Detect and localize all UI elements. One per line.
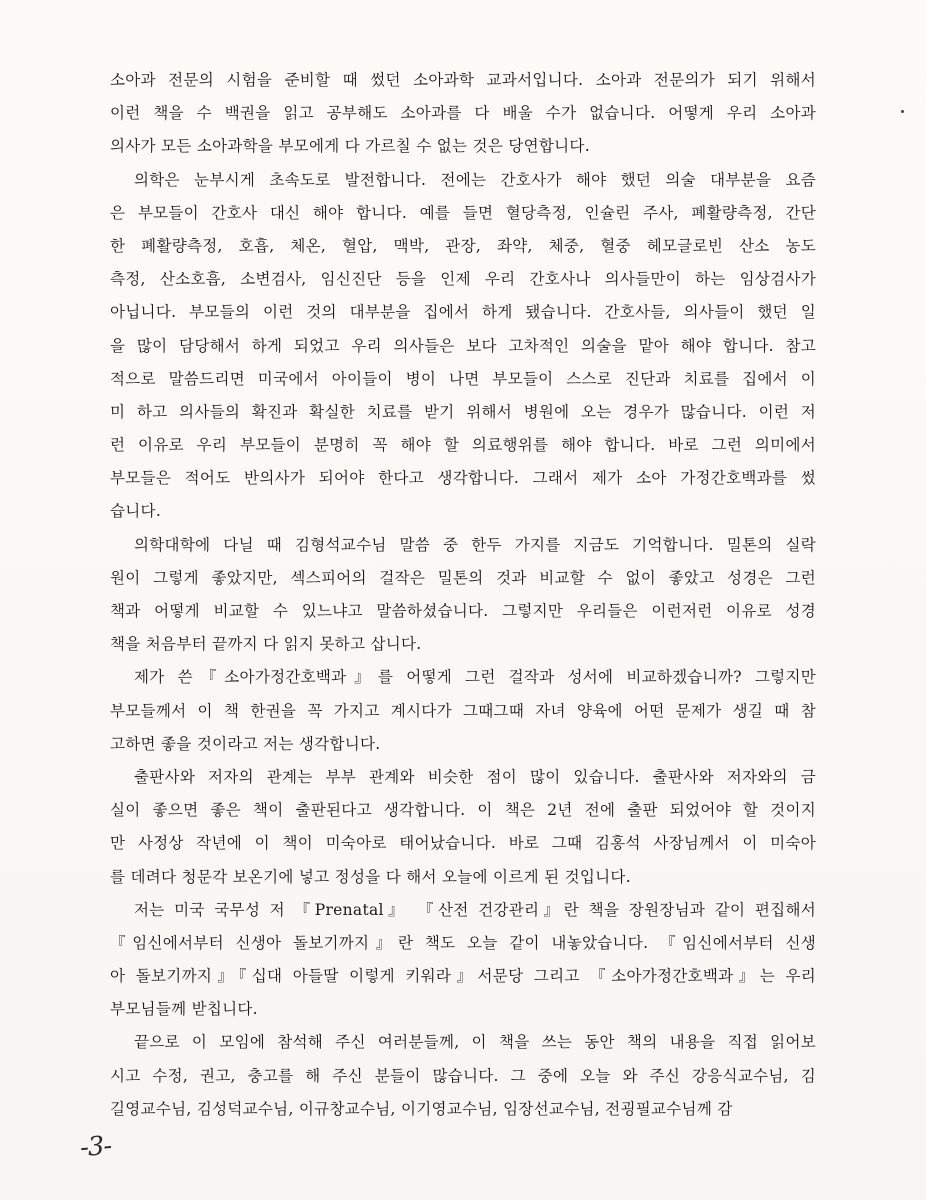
text-line: 적으로 말씀드리면 미국에서 아이들이 병이 나면 부모들이 스스로 진단과 치료를 집에서 이 xyxy=(110,369,816,388)
text-line: 출판사와 저자의 관계는 부부 관계와 비슷한 점이 많이 있습니다. 출판사와 저자와의 금 xyxy=(134,767,816,786)
text-line: 런 이유로 우리 부모들이 분명히 꼭 해야 할 의료행위를 해야 합니다. 바로 그런 의미에서 xyxy=(110,436,816,455)
body-text xyxy=(110,64,816,1126)
paragraph xyxy=(110,64,816,164)
text-line: 한 폐활량측정, 호흡, 체온, 혈압, 맥박, 관장, 좌약, 체중, 혈중 헤모글로빈 산소 농도 xyxy=(110,236,816,255)
text-line: 시고 수정, 권고, 충고를 해 주신 분들이 많습니다. 그 중에 오늘 와 주신 강응식교수님, 김 xyxy=(110,1066,816,1085)
text-line: 부모님들께 받칩니다. xyxy=(110,1000,258,1019)
text-line: 의학대학에 다닐 때 김형석교수님 말씀 중 한두 가지를 지금도 기억합니다. 밀톤의 실락 xyxy=(134,535,816,554)
paragraph xyxy=(110,661,816,761)
text-line: 측정, 산소호흡, 소변검사, 임신진단 등을 인제 우리 간호사나 의사들만이 하는 임상검사가 xyxy=(110,270,816,289)
paragraph xyxy=(110,164,816,529)
text-line: 저는 미국 국무성 저 『Prenatal』 『산전 건강관리』란 책을 장원장님과 같이 편집해서 xyxy=(134,900,816,919)
text-line: 『임신에서부터 신생아 돌보기까지』란 책도 오늘 같이 내놓았습니다. 『임신에서부터 신생 xyxy=(110,933,816,952)
text-line: 길영교수님, 김성덕교수님, 이규창교수님, 이기영교수님, 임장선교수님, 전굉필교수님께 감 xyxy=(110,1099,733,1118)
paragraph xyxy=(110,1026,816,1126)
text-line: 부모들은 적어도 반의사가 되어야 한다고 생각합니다. 그래서 제가 소아 가정간호백과를 썼 xyxy=(110,469,816,488)
text-line: 의사가 모든 소아과학을 부모에게 다 가르칠 수 없는 것은 당연합니다. xyxy=(110,137,590,156)
text-line: 의학은 눈부시게 초속도로 발전합니다. 전에는 간호사가 해야 했던 의술 대부분을 요즘 xyxy=(134,170,816,189)
text-line: 이런 책을 수 백권을 읽고 공부해도 소아과를 다 배울 수가 없습니다. 어떻게 우리 소아과 xyxy=(110,104,816,123)
text-line: 를 데려다 청문각 보온기에 넣고 정성을 다 해서 오늘에 이르게 된 것입니다. xyxy=(110,867,631,886)
paragraph xyxy=(110,529,816,662)
scan-speck xyxy=(901,110,904,113)
text-line: 실이 좋으면 좋은 책이 출판된다고 생각합니다. 이 책은 2년 전에 출판 되었어야 할 것이지 xyxy=(110,801,816,820)
text-line: 고하면 좋을 것이라고 저는 생각합니다. xyxy=(110,734,381,753)
text-line: 원이 그렇게 좋았지만, 섹스피어의 걸작은 밀톤의 것과 비교할 수 없이 좋았고 성경은 그런 xyxy=(110,568,816,587)
text-line: 책을 처음부터 끝까지 다 읽지 못하고 삽니다. xyxy=(110,635,422,654)
text-line: 만 사정상 작년에 이 책이 미숙아로 태어났습니다. 바로 그때 김홍석 사장님께서 이 미숙아 xyxy=(110,834,816,853)
text-line: 습니다. xyxy=(110,502,162,521)
text-line: 책과 어떻게 비교할 수 있느냐고 말씀하셨습니다. 그렇지만 우리들은 이런저런 이유로 성경 xyxy=(110,602,816,620)
text-line: 아닙니다. 부모들의 이런 것의 대부분을 집에서 하게 됐습니다. 간호사들, 의사들이 했던 일 xyxy=(110,303,816,322)
text-line: 소아과 전문의 시험을 준비할 때 썼던 소아과학 교과서입니다. 소아과 전문의가 되기 위해서 xyxy=(110,71,816,89)
text-line: 부모들께서 이 책 한권을 꼭 가지고 계시다가 그때그때 자녀 양육에 어떤 문제가 생길 때 참 xyxy=(110,701,816,720)
paragraph xyxy=(110,761,816,894)
paragraph xyxy=(110,894,816,1027)
text-line: 미 하고 의사들의 확진과 확실한 치료를 받기 위해서 병원에 오는 경우가 많습니다. 이런 저 xyxy=(110,402,816,421)
text-line: 끝으로 이 모임에 참석해 주신 여러분들께, 이 책을 쓰는 동안 책의 내용을 직접 읽어보 xyxy=(134,1033,816,1052)
text-line: 은 부모들이 간호사 대신 해야 합니다. 예를 들면 혈당측정, 인슐린 주사, 폐활량측정, 간단 xyxy=(110,203,816,222)
text-line: 을 많이 담당해서 하게 되었고 우리 의사들은 보다 고차적인 의술을 맡아 해야 합니다. 참고 xyxy=(110,336,816,355)
text-line: 제가 쓴『소아가정간호백과』를 어떻게 그런 걸작과 성서에 비교하겠습니까? 그렇지만 xyxy=(134,668,816,687)
page-number: -3- xyxy=(78,1130,113,1164)
text-line: 아 돌보기까지』『십대 아들딸 이렇게 키워라』서문당 그리고 『소아가정간호백과』는 우리 xyxy=(110,967,816,986)
